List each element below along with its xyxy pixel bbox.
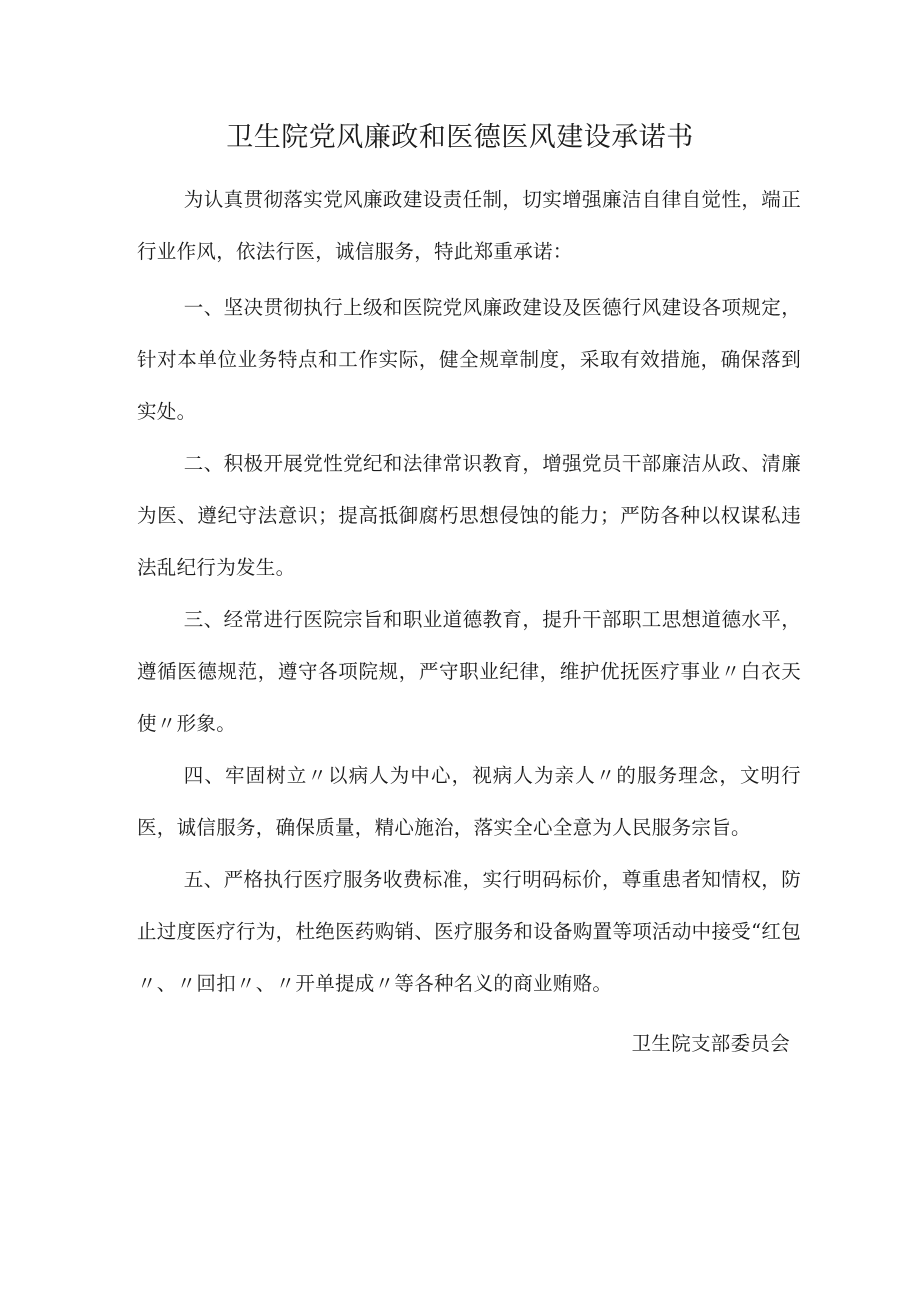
signature: 卫生院支部委员会 bbox=[631, 1032, 790, 1055]
commitment-item-1: 一、坚决贯彻执行上级和医院党风廉政建设及医德行风建设各项规定，针对本单位业务特点和工作实际，健全规章制度，采取有效措施，确保落到实处。 bbox=[137, 296, 801, 423]
document-title: 卫生院党风廉政和医德医风建设承诺书 bbox=[226, 122, 694, 153]
commitment-item-3: 三、经常进行医院宗旨和职业道德教育，提升干部职工思想道德水平，遵循医德规范，遵守各项院规，严守职业纪律，维护优抚医疗事业〃白衣天使〃形象。 bbox=[137, 608, 801, 735]
commitment-item-5: 五、严格执行医疗服务收费标准，实行明码标价，尊重患者知情权，防止过度医疗行为，杜绝医药购销、医疗服务和设备购置等项活动中接受“红包〃、〃回扣〃、〃开单提成〃等各种名义的商业贿赂。 bbox=[137, 868, 801, 995]
commitment-item-2: 二、积极开展党性党纪和法律常识教育，增强党员干部廉洁从政、清廉为医、遵纪守法意识；提高抵御腐朽思想侵蚀的能力；严防各种以权谋私违法乱纪行为发生。 bbox=[137, 452, 801, 579]
intro-paragraph: 为认真贯彻落实党风廉政建设责任制，切实增强廉洁自律自觉性，端正行业作风，依法行医，诚信服务，特此郑重承诺： bbox=[137, 188, 801, 263]
commitment-item-4: 四、牢固树立〃以病人为中心，视病人为亲人〃的服务理念，文明行医，诚信服务，确保质量，精心施治，落实全心全意为人民服务宗旨。 bbox=[137, 764, 801, 839]
